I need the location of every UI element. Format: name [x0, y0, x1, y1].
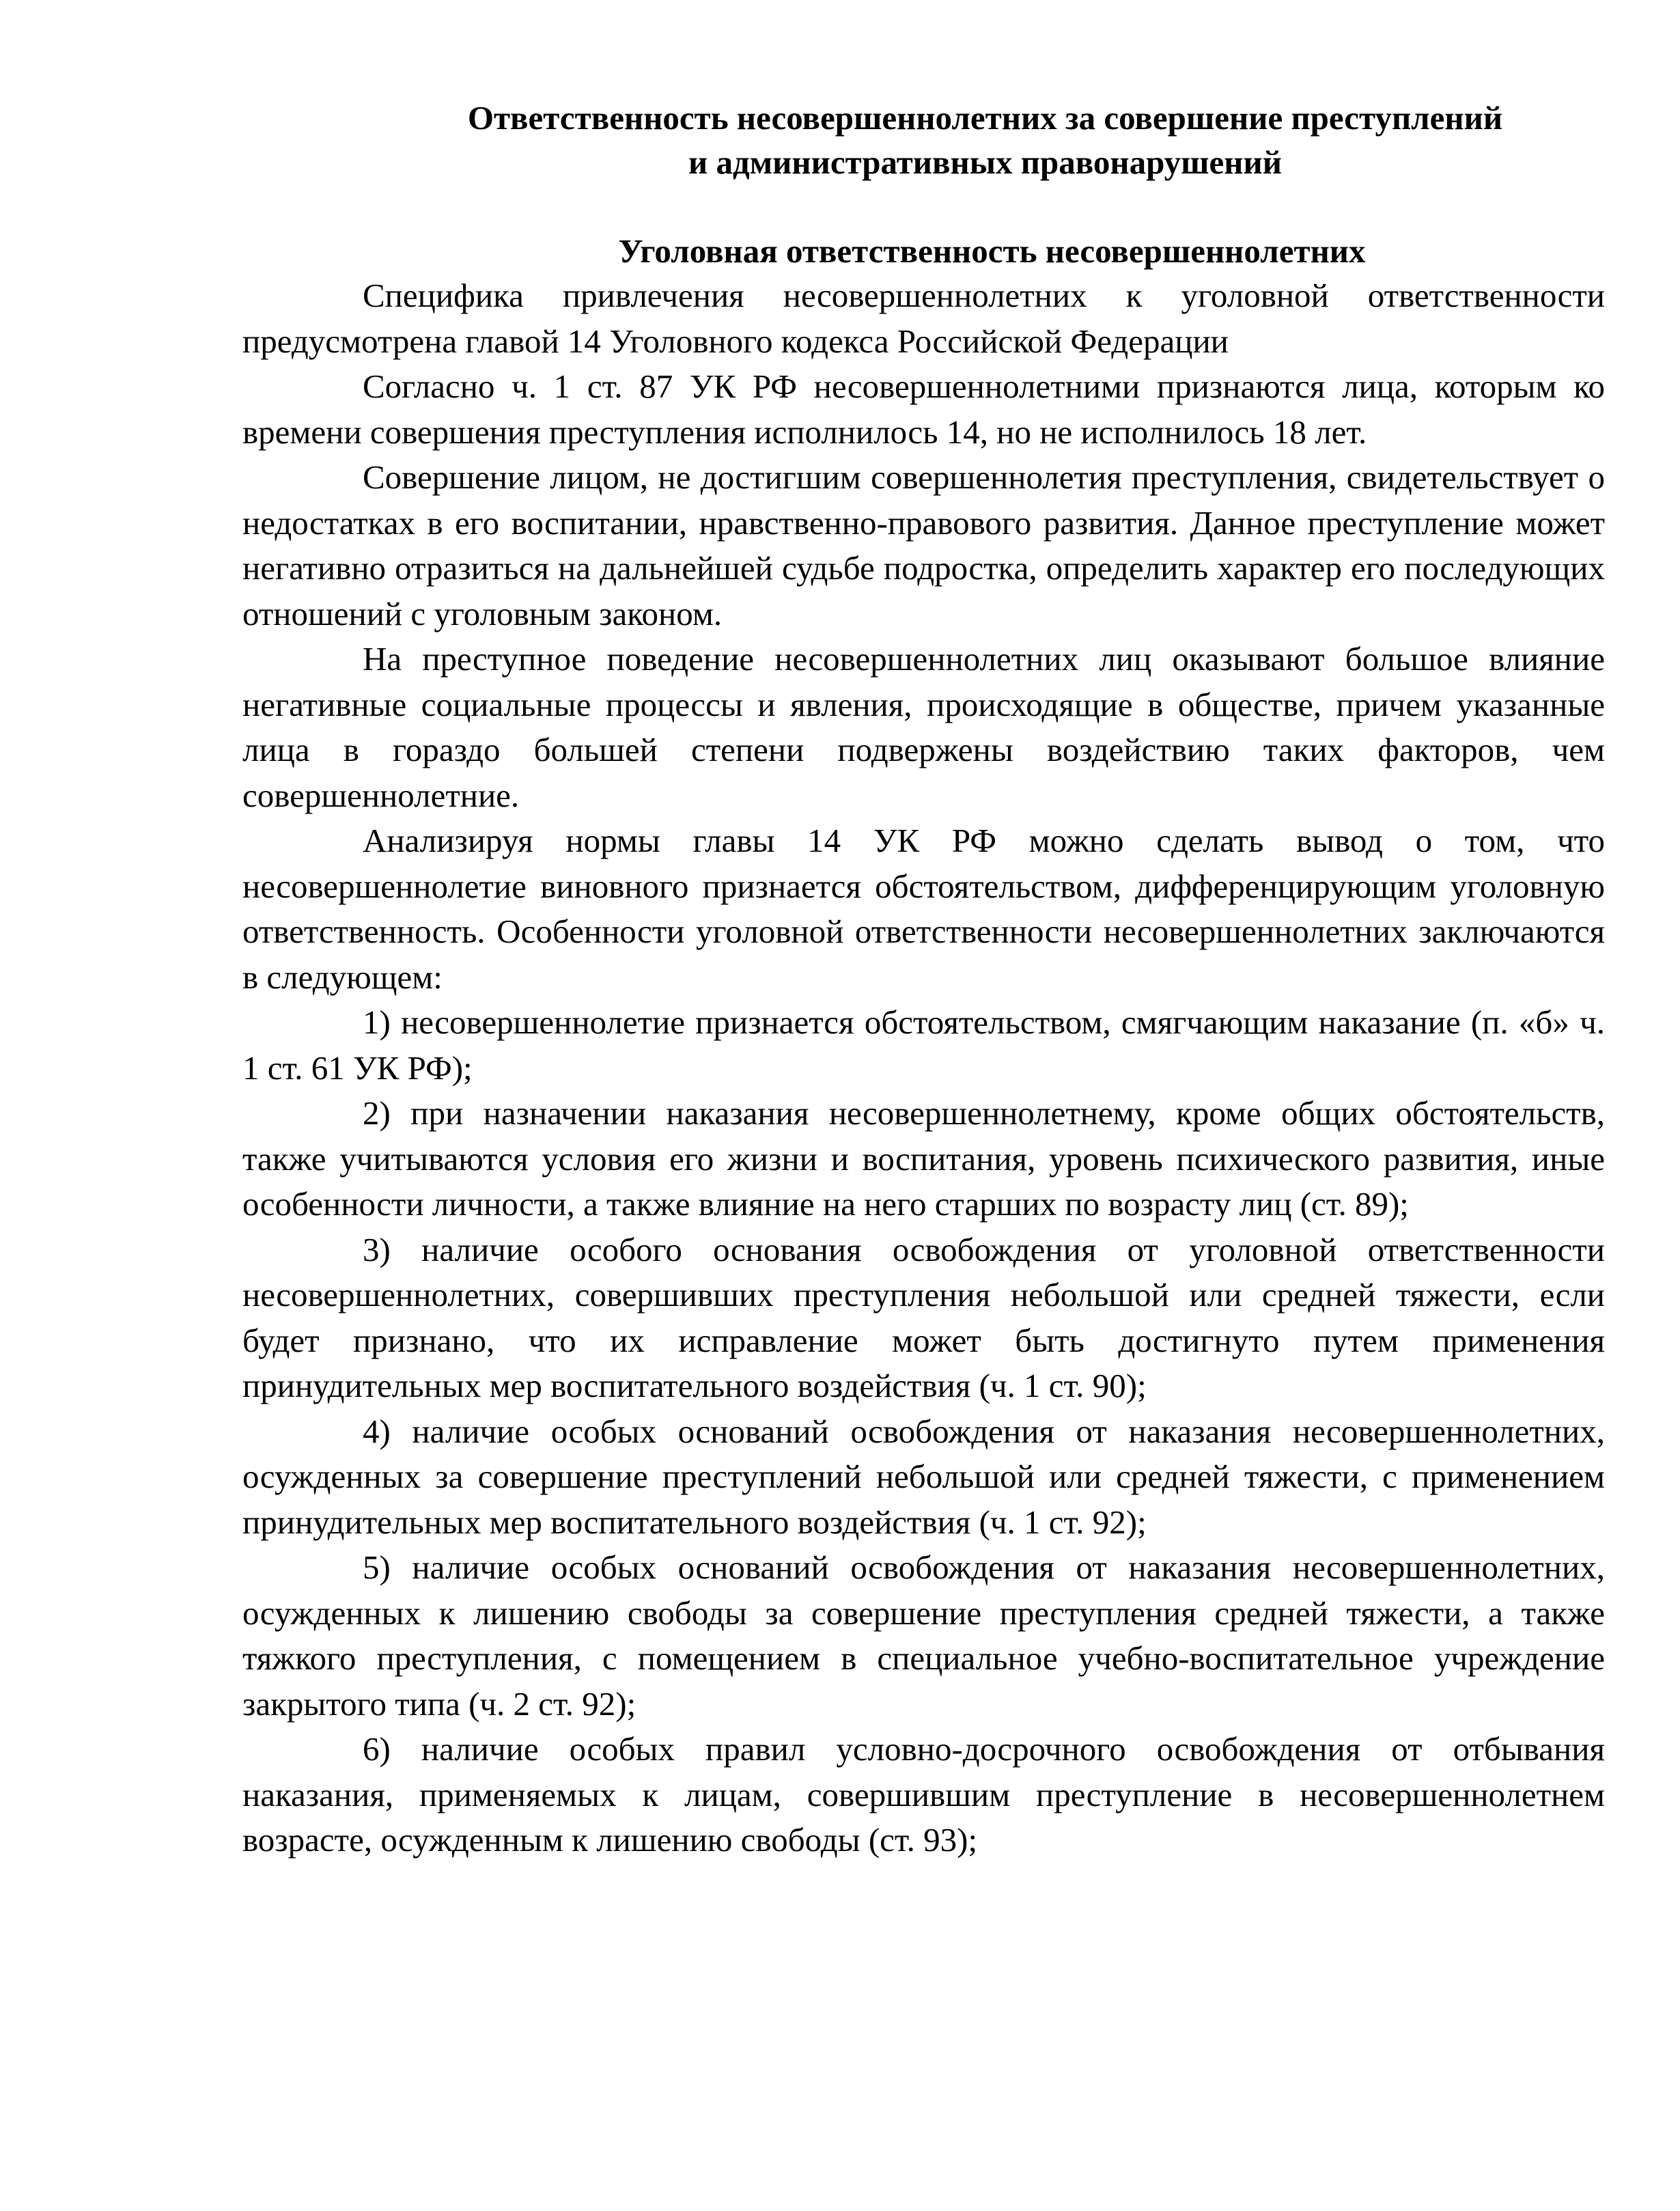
paragraph: Согласно ч. 1 ст. 87 УК РФ несовершеннолетними признаются лица, которым ко времени совершения преступления исполнилось 14, но не исполнилось 18 лет. — [242, 367, 1605, 451]
list-item-5: 5) наличие особых оснований освобождения от наказания несовершеннолетних, осужденных к лишению свободы за совершение преступления средней тяжести, а также тяжкого преступления, с помещением в специальное учебно-воспитательное учреждение закрытого типа (ч. 2 ст. 92); — [242, 1548, 1605, 1723]
document-body — [242, 96, 1605, 1863]
document-title — [242, 96, 1605, 184]
section-heading: Уголовная ответственность несовершеннолетних — [618, 232, 1366, 270]
list-item-3: 3) наличие особого основания освобождения от уголовной ответственности несовершеннолетних, совершивших преступления небольшой или средней тяжести, если будет признано, что их исправление может быть достигнуто путем применения принудительных мер воспитательного воздействия (ч. 1 ст. 90); — [242, 1230, 1605, 1404]
title-line-2: и административных правонарушений — [688, 143, 1282, 181]
paragraph: Анализируя нормы главы 14 УК РФ можно сделать вывод о том, что несовершеннолетие виновного признается обстоятельством, дифференцирующим уголовную ответственность. Особенности уголовной ответственности несовершеннолетних заключаются в следующем: — [242, 822, 1605, 996]
paragraph: На преступное поведение несовершеннолетних лиц оказывают большое влияние негативные социальные процессы и явления, происходящие в обществе, причем указанные лица в гораздо большей степени подвержены воздействию таких факторов, чем совершеннолетние. — [242, 640, 1605, 814]
title-line-1: Ответственность несовершеннолетних за совершение преступлений — [467, 99, 1503, 137]
list-item-4: 4) наличие особых оснований освобождения от наказания несовершеннолетних, осужденных за совершение преступлений небольшой или средней тяжести, с применением принудительных мер воспитательного воздействия (ч. 1 ст. 92); — [242, 1412, 1605, 1541]
list-item-6: 6) наличие особых правил условно-досрочного освобождения от отбывания наказания, применяемых к лицам, совершившим преступление в несовершеннолетнем возрасте, осужденным к лишению свободы (ст. 93); — [242, 1730, 1605, 1859]
list-item-2: 2) при назначении наказания несовершеннолетнему, кроме общих обстоятельств, также учитываются условия его жизни и воспитания, уровень психического развития, иные особенности личности, а также влияние на него старших по возрасту лиц (ст. 89); — [242, 1094, 1605, 1223]
paragraph: Совершение лицом, не достигшим совершеннолетия преступления, свидетельствует о недостатках в его воспитании, нравственно-правового развития. Данное преступление может негативно отразиться на дальнейшей судьбе подростка, определить характер его последующих отношений с уголовным законом. — [242, 458, 1605, 632]
list-item-1: 1) несовершеннолетие признается обстоятельством, смягчающим наказание (п. «б» ч. 1 ст. 61 УК РФ); — [242, 1003, 1605, 1087]
paragraph: Специфика привлечения несовершеннолетних к уголовной ответственности предусмотрена главой 14 Уголовного кодекса Российской Федерации — [242, 277, 1605, 360]
